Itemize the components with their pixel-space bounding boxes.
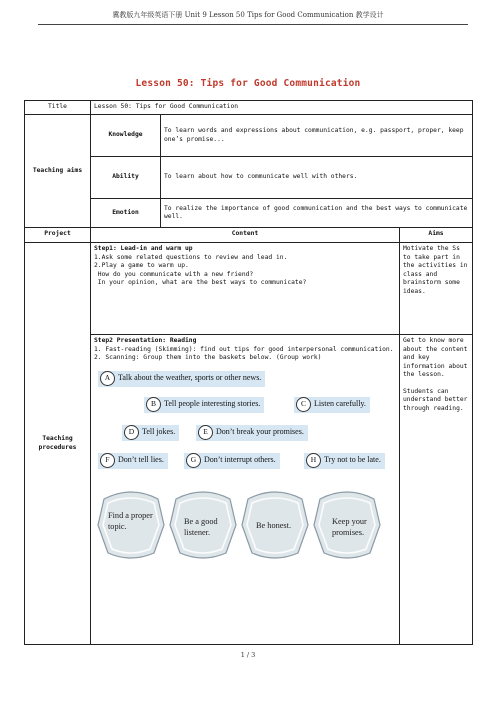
knowledge-text: To learn words and expressions about communication, e.g. passport, proper, keep one’s promise... — [161, 115, 473, 157]
tip-text: Listen carefully. — [314, 399, 366, 409]
emotion-text: To realize the importance of good communication and the best ways to communicate well. — [161, 199, 473, 228]
project-label: Project — [25, 228, 91, 243]
step2-aim-2: Students can understand better through reading. — [403, 387, 468, 412]
tip-d — [122, 425, 179, 441]
basket-label-line: Keep your — [332, 516, 367, 526]
lesson-plan-table — [24, 100, 473, 645]
step2-content — [91, 335, 400, 645]
tip-letter-circle: E — [198, 425, 213, 440]
ability-label: Ability — [91, 157, 161, 199]
basket-label-line: listener. — [184, 527, 211, 537]
tip-text: Tell people interesting stories. — [164, 399, 261, 409]
basket-label-line: promises. — [332, 527, 365, 537]
step1-heading: Step1: Lead-in and warm up — [94, 245, 193, 252]
aims-column-label: Aims — [400, 228, 473, 243]
baskets-row — [94, 485, 384, 565]
title-value: Lesson 50: Tips for Good Communication — [91, 101, 473, 115]
tip-text: Try not to be late. — [324, 455, 381, 465]
tip-b — [144, 397, 264, 413]
step2-line: 1. Fast-reading (Skimming): find out tips for good interpersonal communication. — [94, 345, 394, 353]
tip-letter-circle: H — [306, 453, 321, 468]
tip-text: Tell jokes. — [142, 427, 176, 437]
basket-label-line: Be honest. — [256, 520, 292, 530]
teaching-aims-label: Teaching aims — [25, 115, 91, 228]
tip-text: Don’t tell lies. — [118, 455, 164, 465]
step1-line: 1.Ask some related questions to review and lead in. — [94, 253, 288, 261]
step2-aims — [400, 335, 473, 645]
tip-e — [196, 425, 308, 441]
tip-text: Talk about the weather, sports or other news. — [118, 373, 262, 383]
running-header: 冀教版九年级英语下册 Unit 9 Lesson 50 Tips for Good Communication 教学设计 — [112, 11, 384, 19]
tip-g — [184, 453, 280, 469]
teaching-procedures-label: Teaching procedures — [25, 243, 91, 645]
tip-h — [304, 453, 385, 469]
tip-text: Don’t interrupt others. — [204, 455, 276, 465]
step2-heading: Step2 Presentation: Reading — [94, 337, 197, 344]
document-title: Lesson 50: Tips for Good Communication — [135, 78, 361, 89]
basket-label-line: topic. — [108, 521, 127, 531]
basket-label-line: Find a proper — [108, 510, 153, 520]
content-label: Content — [91, 228, 400, 243]
emotion-label: Emotion — [91, 199, 161, 228]
tips-basket-figure — [94, 367, 396, 613]
tip-letter-circle: A — [100, 371, 115, 386]
tip-letter-circle: B — [146, 397, 161, 412]
knowledge-label: Knowledge — [91, 115, 161, 157]
step1-line: 2.Play a game to warm up. — [94, 262, 189, 269]
tip-letter-circle: G — [186, 453, 201, 468]
step2-line: 2. Scanning: Group them into the baskets below. (Group work) — [94, 354, 322, 361]
title-label: Title — [25, 101, 91, 115]
page-number: 1 / 3 — [240, 651, 256, 659]
basket-label-line: Be a good — [184, 516, 218, 526]
step1-content — [91, 243, 400, 335]
tip-f — [98, 453, 168, 469]
tip-letter-circle: D — [124, 425, 139, 440]
tip-letter-circle: F — [100, 453, 115, 468]
step1-line: How do you communicate with a new friend? — [94, 270, 254, 278]
tip-text: Don’t break your promises. — [216, 427, 304, 437]
tip-letter-circle: C — [296, 397, 311, 412]
step1-line: In your opinion, what are the best ways to communicate? — [94, 279, 307, 286]
header-rule — [38, 24, 468, 25]
tip-c — [294, 397, 370, 413]
step2-aim-1: Get to know more about the content and key information about the lesson. — [403, 337, 468, 378]
ability-text: To learn about how to communicate well with others. — [161, 157, 473, 199]
step1-aim: Motivate the Ss to take part in the activities in class and brainstorm some ideas. — [400, 243, 473, 335]
tip-a — [98, 371, 265, 387]
